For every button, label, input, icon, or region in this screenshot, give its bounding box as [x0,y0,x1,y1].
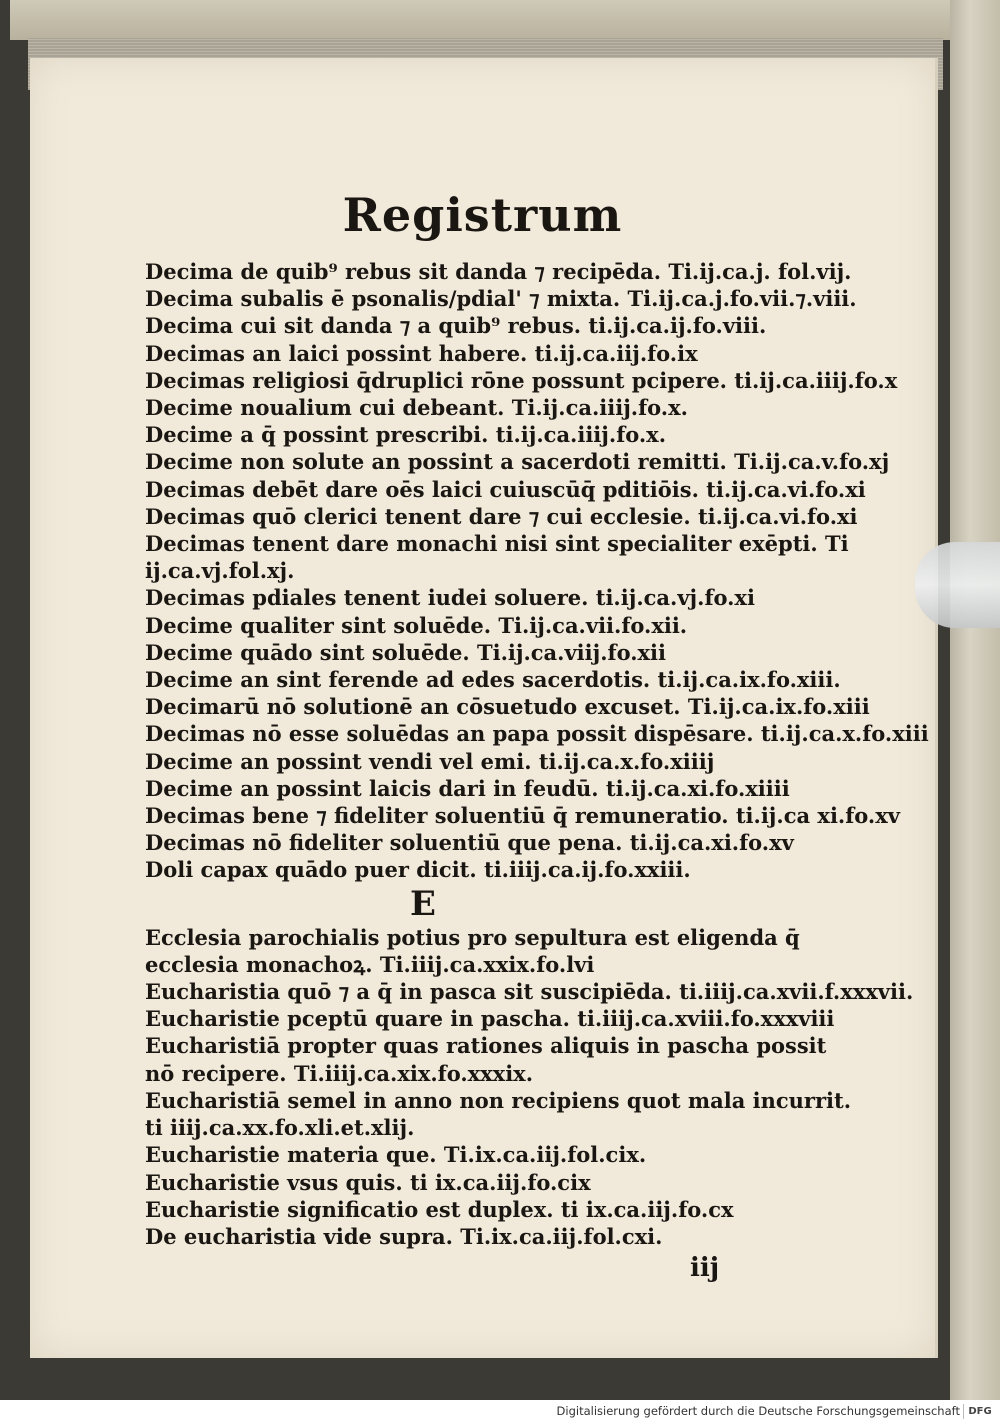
page-tab-marker [915,542,1000,628]
entry-d-15: Decime an sint ferende ad edes sacerdotis. ti.ij.ca.ix.fo.xiii. [145,667,841,693]
page-header: Registrum [342,188,623,242]
signature-mark: iij [690,1253,720,1283]
entry-e-8: Eucharistie significatio est duplex. ti ix.ca.iij.fo.cx [145,1196,734,1222]
entry-d-11: Decimas tenent dare monachi nisi sint specialiter exēpti. Ti ij.ca.vj.fol.xj. [145,531,849,584]
entry-d-20: Decimas bene ⁊ fideliter soluentiū q̄ remuneratio. ti.ij.ca xi.fo.xv [145,803,900,829]
entry-e-7: Eucharistie vsus quis. ti ix.ca.iij.fo.cix [145,1169,591,1195]
entry-e-1: Ecclesia parochialis potius pro sepultura est eligenda q̄ ecclesia monachoꝝ. Ti.iiij.ca.xxix.fo.lvi [145,924,800,977]
entry-d-21: Decimas nō fideliter soluentiū que pena. ti.ij.ca.xi.fo.xv [145,830,794,856]
book-cover-top [10,0,1000,40]
book-page [30,58,938,1358]
footer-bar [0,1400,1000,1423]
entry-e-9: De eucharistia vide supra. Ti.ix.ca.iij.fol.cxi. [145,1223,663,1249]
entry-d-12: Decimas pdiales tenent iudei soluere. ti.ij.ca.vj.fo.xi [145,585,755,611]
entry-d-19: Decime an possint laicis dari in feudū. ti.ij.ca.xi.fo.xiiii [145,775,790,801]
entry-d-3: Decima cui sit danda ⁊ a quib⁹ rebus. ti.ij.ca.ij.fo.viii. [145,313,767,339]
entry-d-13: Decime qualiter sint soluēde. Ti.ij.ca.vii.fo.xii. [145,612,688,638]
entry-d-1: Decima de quib⁹ rebus sit danda ⁊ recipēda. Ti.ij.ca.j. fol.vij. [145,259,852,284]
entry-d-22: Doli capax quādo puer dicit. ti.iiij.ca.ij.fo.xxiii. [145,857,691,883]
entry-e-4: Eucharistiā propter quas rationes aliquis in pascha possit nō recipere. Ti.iiij.ca.xix.fo.xxxix. [145,1033,827,1086]
entry-e-3: Eucharistie pceptū quare in pascha. ti.iiij.ca.xviii.fo.xxxviii [145,1006,835,1032]
entry-d-5: Decimas religiosi q̄druplici rōne possunt pcipere. ti.ij.ca.iiij.fo.x [145,367,898,393]
entry-e-6: Eucharistie materia que. Ti.ix.ca.iij.fol.cix. [145,1142,647,1168]
footer-credit: Digitalisierung gefördert durch die Deutsche Forschungsgemeinschaft [556,1404,960,1418]
entry-d-17: Decimas nō esse soluēdas an papa possit dispēsare. ti.ij.ca.x.fo.xiii [145,721,929,747]
entry-d-2: Decima subalis ē psonalis/pdial' ⁊ mixta. Ti.ij.ca.j.fo.vii.⁊.viii. [145,286,857,312]
book-cover-edge [950,0,1000,1400]
entry-d-9: Decimas debēt dare oēs laici cuiuscūq̄ pditiōis. ti.ij.ca.vi.fo.xi [145,476,866,502]
entry-e-2: Eucharistia quō ⁊ a q̄ in pasca sit suscipiēda. ti.iiij.ca.xvii.f.xxxvii. [145,979,914,1005]
register-entries [145,258,929,1250]
entry-d-6: Decime noualium cui debeant. Ti.ij.ca.iiij.fo.x. [145,395,688,421]
dfg-logo: DFG [963,1404,996,1419]
entry-d-4: Decimas an laici possint habere. ti.ij.ca.iij.fo.ix [145,340,698,366]
entry-d-7: Decime a q̄ possint prescribi. ti.ij.ca.iiij.fo.x. [145,422,667,448]
entry-d-10: Decimas quō clerici tenent dare ⁊ cui ecclesie. ti.ij.ca.vi.fo.xi [145,503,858,529]
entry-d-18: Decime an possint vendi vel emi. ti.ij.ca.x.fo.xiiij [145,748,715,774]
entry-e-5: Eucharistiā semel in anno non recipiens quot mala incurrit. ti iiij.ca.xx.fo.xli.et.xlij. [145,1087,852,1141]
entry-d-16: Decimarū nō solutionē an cōsuetudo excuset. Ti.ij.ca.ix.fo.xiii [145,694,870,720]
section-letter-e: E [410,883,436,924]
entry-d-8: Decime non solute an possint a sacerdoti remitti. Ti.ij.ca.v.fo.xj [145,449,890,475]
entry-d-14: Decime quādo sint soluēde. Ti.ij.ca.viij.fo.xii [145,639,667,665]
